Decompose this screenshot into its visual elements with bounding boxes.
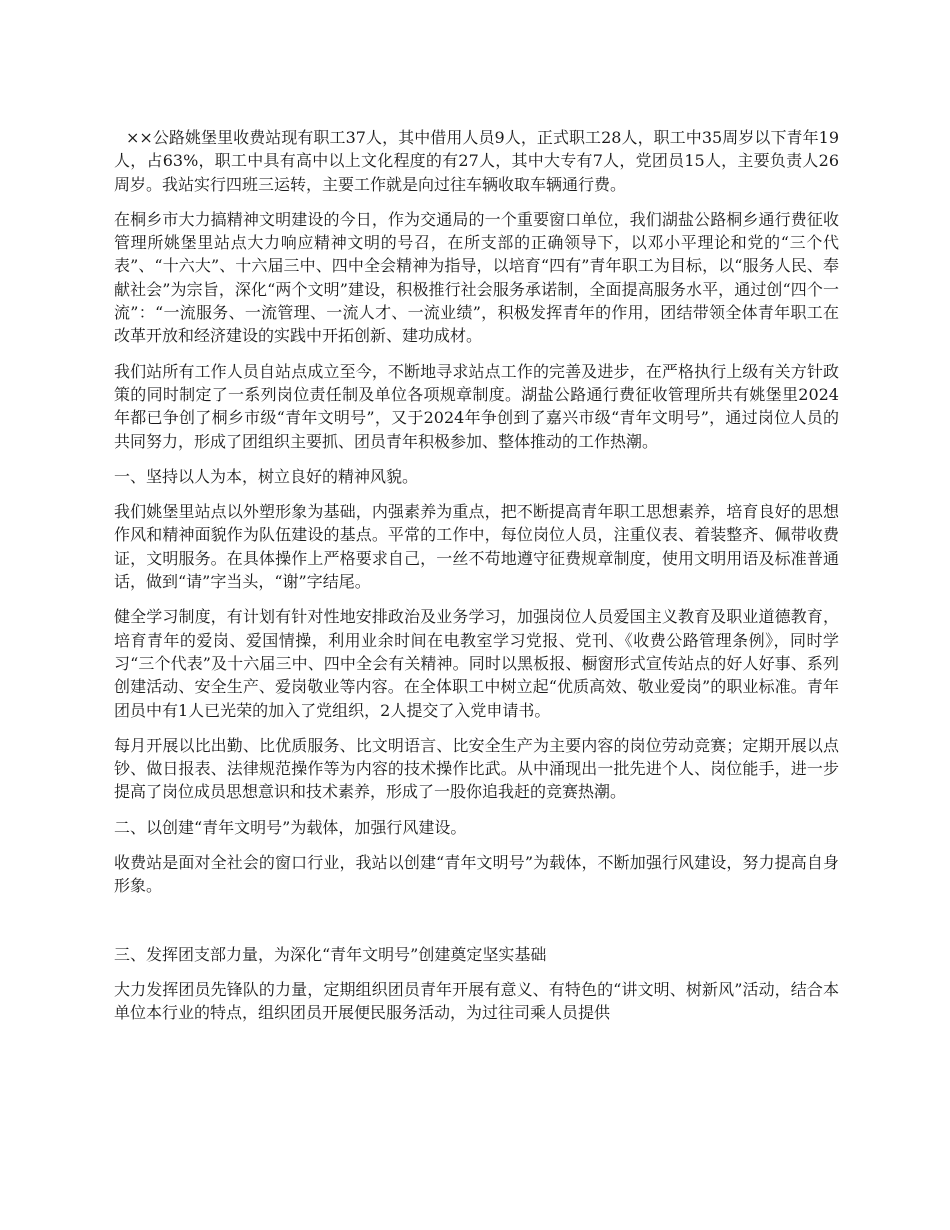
paragraph-labor-competition: 每月开展以比出勤、比优质服务、比文明语言、比安全生产为主要内容的岗位劳动竞赛；定期开展以点钞、做日报表、法律规范操作等为内容的技术操作比武。从中涌现出一批先进个人、岗位能手，进一步提高了岗位成员思想意识和技术素养，形成了一股你追我赶的竞赛热潮。 xyxy=(114,735,839,802)
paragraph-staff-overview: ××公路姚堡里收费站现有职工37人，其中借用人员9人，正式职工28人，职工中35周岁以下青年19人，占63%，职工中具有高中以上文化程度的有27人，其中大专有7人，党团员15人，主要负责人26周岁。我站实行四班三运转，主要工作就是向过往车辆收取车辆通行费。 xyxy=(114,128,839,194)
paragraph-image-building: 我们姚堡里站点以外塑形象为基础，内强素养为重点，把不断提高青年职工思想素养，培育良好的思想作风和精神面貌作为队伍建设的基点。平常的工作中，每位岗位人员，注重仪表、着装整齐、佩带收费证，文明服务。在具体操作上严格要求自己，一丝不苟地遵守征费规章制度，使用文明用语及标准普通话，做到“请”字当头，“谢”字结尾。 xyxy=(114,502,839,592)
paragraph-civilization-building: 在桐乡市大力搞精神文明建设的今日，作为交通局的一个重要窗口单位，我们湖盐公路桐乡通行费征收管理所姚堡里站点大力响应精神文明的号召，在所支部的正确领导下，以邓小平理论和党的“三个代表”、“十六大”、十六届三中、四中全会精神为指导，以培育“四有”青年职工为目标，以“服务人民、奉献社会”为宗旨，深化“两个文明”建设，积极推行社会服务承诺制，全面提高服务水平，通过创“四个一流”：“一流服务、一流管理、一流人才、一流业绩”，积极发挥青年的作用，团结带领全体青年职工在改革开放和经济建设的实践中开拓创新、建功成材。 xyxy=(114,209,839,346)
section-heading-2: 二、以创建“青年文明号”为载体，加强行风建设。 xyxy=(114,817,467,837)
paragraph-study-system: 健全学习制度，有计划有针对性地安排政治及业务学习，加强岗位人员爱国主义教育及职业道德教育，培育青年的爱岗、爱国情操，利用业余时间在电教室学习党报、党刊、《收费公路管理条例》，同时学习“三个代表”及十六届三中、四中全会有关精神。同时以黑板报、橱窗形式宣传站点的好人好事、系列创建活动、安全生产、爱岗敬业等内容。在全体职工中树立起“优质高效、敬业爱岗”的职业标准。青年团员中有1人已光荣的加入了党组织，2人提交了入党申请书。 xyxy=(114,607,839,720)
document-body xyxy=(114,126,839,1037)
paragraph-industry-style: 收费站是面对全社会的窗口行业，我站以创建“青年文明号”为载体，不断加强行风建设，努力提高自身形象。 xyxy=(114,853,839,896)
blank-spacer xyxy=(114,910,839,943)
paragraph-rules-and-awards: 我们站所有工作人员自站点成立至今，不断地寻求站点工作的完善及进步，在严格执行上级有关方针政策的同时制定了一系列岗位责任制及单位各项规章制度。湖盐公路通行费征收管理所共有姚堡里2024年都已争创了桐乡市级“青年文明号”，又于2024年争创到了嘉兴市级“青年文明号”，通过岗位人员的共同努力，形成了团组织主要抓、团员青年积极参加、整体推动的工作热潮。 xyxy=(114,361,839,451)
section-heading-3: 三、发挥团支部力量，为深化“青年文明号”创建奠定坚实基础 xyxy=(114,944,547,964)
paragraph-league-activities: 大力发挥团员先锋队的力量，定期组织团员青年开展有意义、有特色的“讲文明、树新风”活动，结合本单位本行业的特点，组织团员开展便民服务活动，为过往司乘人员提供 xyxy=(114,979,839,1023)
section-heading-1: 一、坚持以人为本，树立良好的精神风貌。 xyxy=(114,466,419,486)
